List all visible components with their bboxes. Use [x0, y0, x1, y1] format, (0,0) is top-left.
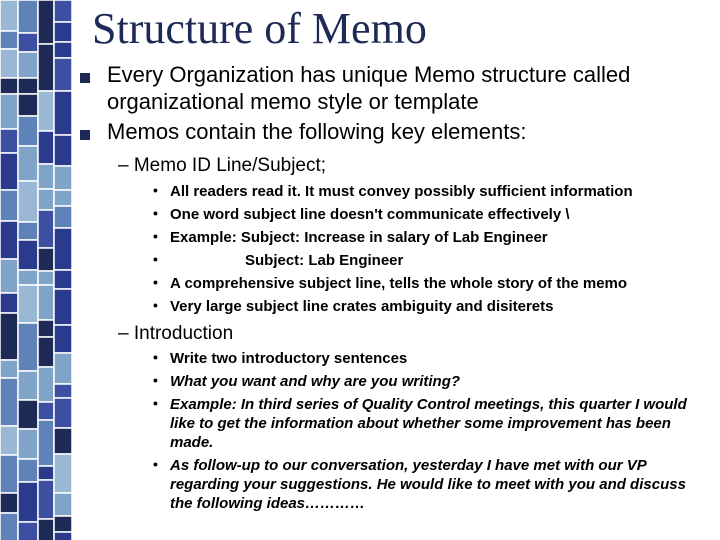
stripe-tile [0, 360, 18, 378]
stripe-tile [18, 429, 38, 459]
bullet-dot-icon: • [153, 349, 158, 365]
stripe-tile [38, 131, 54, 164]
stripe-tile [38, 367, 54, 402]
stripe-tile [54, 228, 72, 270]
stripe-tile [38, 271, 54, 285]
stripe-tile [54, 454, 72, 493]
stripe-tile [18, 146, 38, 181]
stripe-tile [18, 33, 38, 52]
stripe-tile [0, 313, 18, 360]
stripe-tile [54, 135, 72, 166]
bullet-dot-icon: • [153, 182, 158, 198]
stripe-tile [38, 0, 54, 44]
stripe-tile [54, 398, 72, 428]
list-item: A comprehensive subject line, tells the whole story of the memo [170, 275, 628, 292]
decorative-stripe-pattern [0, 0, 72, 540]
stripe-tile [38, 402, 54, 420]
list-item: Example: Subject: Increase in salary of Lab Engineer [170, 229, 548, 246]
stripe-tile [54, 516, 72, 532]
stripe-tile [38, 420, 54, 466]
bullet-square-icon [80, 73, 90, 83]
bullet-square-icon [80, 130, 90, 140]
stripe-tile [18, 270, 38, 285]
bullet-dot-icon: • [153, 456, 158, 472]
stripe-tile [54, 91, 72, 135]
stripe-tile [18, 323, 38, 371]
stripe-tile [38, 44, 54, 91]
stripe-tile [54, 428, 72, 454]
stripe-tile [54, 166, 72, 190]
stripe-tile [18, 52, 38, 78]
stripe-tile [38, 337, 54, 367]
stripe-tile [0, 426, 18, 455]
list-item: One word subject line doesn't communicate effectively \ [170, 206, 570, 223]
bullet-dot-icon: • [153, 251, 158, 267]
stripe-tile [0, 221, 18, 259]
stripe-tile [38, 164, 54, 189]
stripe-tile [0, 378, 18, 426]
bullet-dot-icon: • [153, 395, 158, 411]
stripe-tile [54, 532, 72, 540]
stripe-tile [0, 190, 18, 221]
bullet-dot-icon: • [153, 228, 158, 244]
stripe-tile [0, 78, 18, 94]
stripe-tile [0, 31, 18, 49]
stripe-tile [38, 285, 54, 320]
stripe-tile [38, 189, 54, 210]
stripe-tile [54, 353, 72, 384]
stripe-tile [38, 210, 54, 248]
stripe-tile [18, 459, 38, 482]
stripe-tile [0, 94, 18, 129]
stripe-tile [38, 248, 54, 271]
stripe-tile [54, 190, 72, 206]
list-item: As follow-up to our conversation, yesterday I have met with our VP regarding your suggestions. He would like to meet with you and discuss the following ideas………… [170, 457, 686, 512]
list-item: Subject: Lab Engineer [245, 252, 404, 269]
stripe-tile [18, 181, 38, 222]
stripe-tile [38, 480, 54, 519]
stripe-tile [0, 0, 18, 31]
stripe-tile [54, 270, 72, 289]
bullet-text: Memos contain the following key elements: [107, 119, 527, 144]
stripe-tile [0, 49, 18, 78]
list-item: Example: In third series of Quality Control meetings, this quarter I would like to get the information about whether some improvement has been made. [170, 396, 687, 451]
stripe-tile [54, 0, 72, 22]
stripe-tile [0, 153, 18, 190]
stripe-tile [18, 222, 38, 240]
stripe-tile [18, 522, 38, 540]
stripe-tile [54, 42, 72, 58]
stripe-tile [18, 371, 38, 400]
stripe-tile [0, 513, 18, 540]
stripe-tile [18, 94, 38, 116]
section-heading-text: Memo ID Line/Subject; [133, 155, 327, 176]
bullet-dot-icon: • [153, 274, 158, 290]
bullet-dot-icon: • [153, 297, 158, 313]
stripe-tile [18, 116, 38, 146]
stripe-tile [38, 466, 54, 480]
stripe-tile [54, 206, 72, 228]
bullet-dot-icon: • [153, 205, 158, 221]
stripe-tile [18, 78, 38, 94]
stripe-tile [0, 493, 18, 513]
stripe-tile [38, 519, 54, 540]
list-item: All readers read it. It must convey possibly sufficient information [170, 183, 633, 200]
stripe-tile [18, 0, 38, 33]
section-heading: – Introduction [118, 323, 234, 344]
list-item: Very large subject line crates ambiguity and disiterets [170, 298, 554, 315]
stripe-tile [38, 91, 54, 131]
slide-title: Structure of Memo [92, 4, 427, 53]
stripe-tile [54, 58, 72, 91]
list-item: What you want and why are you writing? [170, 373, 461, 390]
stripe-tile [54, 384, 72, 398]
bullet-text: Every Organization has unique Memo structure called organizational memo style or template [107, 62, 631, 114]
bullet-dot-icon: • [153, 372, 158, 388]
list-item: Write two introductory sentences [170, 350, 408, 367]
stripe-tile [18, 400, 38, 429]
stripe-tile [0, 293, 18, 313]
stripe-tile [54, 22, 72, 42]
section-heading: – Memo ID Line/Subject; [118, 155, 327, 176]
stripe-tile [54, 289, 72, 325]
stripe-tile [18, 482, 38, 522]
stripe-tile [0, 129, 18, 153]
stripe-tile [0, 455, 18, 493]
stripe-tile [18, 285, 38, 323]
stripe-tile [54, 325, 72, 353]
stripe-tile [54, 493, 72, 516]
section-heading-text: Introduction [133, 323, 234, 344]
stripe-tile [0, 259, 18, 293]
stripe-tile [18, 240, 38, 270]
stripe-tile [38, 320, 54, 337]
